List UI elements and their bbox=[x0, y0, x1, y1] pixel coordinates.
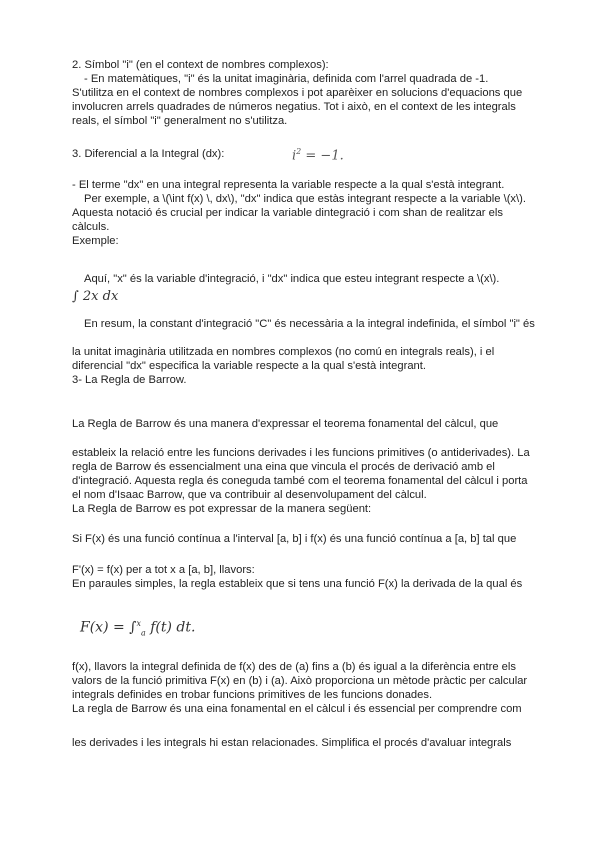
paragraph-line: reals, el símbol "i" generalment no s'utilitza. bbox=[72, 115, 288, 127]
paragraph-line: 3. Diferencial a la Integral (dx): bbox=[72, 148, 225, 160]
formula-barrow: F(x) = ∫$^x_a$ f(t) dt. bbox=[80, 619, 196, 638]
paragraph-line: La regla de Barrow és una eina fonamental en el càlcul i és essencial per comprendre com bbox=[72, 703, 522, 715]
paragraph-line: càlculs. bbox=[72, 221, 110, 233]
example-label: Aquí, "x" és la variable d'integració, i "dx" indica que esteu integrant respecte a \(x\). bbox=[84, 273, 500, 285]
paragraph-line: Si F(x) és una funció contínua a l'interval [a, b] i f(x) és una funció contínua a [a, b] tal que bbox=[72, 533, 517, 545]
paragraph-line: valors de la funció primitiva F(x) en (b) i (a). Això proporciona un mètode pràctic per calcular bbox=[72, 675, 528, 687]
section-heading-imaginary: 2. Símbol "i" (en el context de nombres complexos): bbox=[72, 59, 329, 71]
paragraph-line: S'utilitza en el context de nombres complexos i pot aparèixer en solucions d'equacions que bbox=[72, 87, 523, 99]
paragraph-line: En paraules simples, la regla estableix que si tens una funció F(x) la derivada de la qual és bbox=[72, 578, 523, 590]
formula-integral-example: ∫ 2x dx bbox=[72, 289, 119, 304]
formula-i-squared: $i^2 = -1$. bbox=[292, 147, 344, 164]
paragraph-line: La Regla de Barrow es pot expressar de la manera següent: bbox=[72, 503, 372, 515]
paragraph-line: F'(x) = f(x) per a tot x a [a, b], llavors: bbox=[72, 564, 255, 576]
section-heading-barrow: La Regla de Barrow és una manera d'expressar el teorema fonamental del càlcul, que bbox=[72, 418, 499, 430]
paragraph-line: diferencial "dx" especifica la variable respecte a la qual s'està integrant. bbox=[72, 360, 426, 372]
paragraph-line: 3- La Regla de Barrow. bbox=[72, 374, 187, 386]
section-heading-differential: - El terme "dx" en una integral representa la variable respecte a la qual s'està integrant. bbox=[72, 179, 505, 191]
paragraph-line: Exemple: bbox=[72, 235, 119, 247]
paragraph-line: Per exemple, a \(\int f(x) \, dx\), "dx" indica que estàs integrant respecte a la variable \(x\). bbox=[84, 193, 526, 205]
paragraph-line: - En matemàtiques, "i" és la unitat imaginària, definida com l'arrel quadrada de -1. bbox=[84, 73, 489, 85]
paragraph-line: En resum, la constant d'integració "C" és necessària a la integral indefinida, el símbol "i" és bbox=[84, 318, 535, 330]
paragraph-line: estableix la relació entre les funcions derivades i les funcions primitives (o antiderivades). La bbox=[72, 447, 530, 459]
paragraph-line: involucren arrels quadrades de números negatius. Tot i això, en el context de les integrals bbox=[72, 101, 516, 113]
paragraph-line: f(x), llavors la integral definida de f(x) des de (a) fins a (b) és igual a la diferència entre els bbox=[72, 661, 516, 673]
paragraph-line: integrals definides en trobar funcions primitives de les funcions donades. bbox=[72, 689, 433, 701]
paragraph-line: regla de Barrow és essencialment una eina que vincula el procés de derivació amb el bbox=[72, 461, 495, 473]
paragraph-line: la unitat imaginària utilitzada en nombres complexos (no comú en integrals reals), i el bbox=[72, 346, 495, 358]
paragraph-line: les derivades i les integrals hi estan relacionades. Simplifica el procés d'avaluar integrals bbox=[72, 737, 512, 749]
paragraph-line: el nom d'Isaac Barrow, que va contribuir al desenvolupament del càlcul. bbox=[72, 489, 427, 501]
paragraph-line: d'integració. Aquesta regla és coneguda també com el teorema fonamental del càlcul i porta bbox=[72, 475, 528, 487]
paragraph-line: Aquesta notació és crucial per indicar la variable dintegració i com shan de realitzar els bbox=[72, 207, 503, 219]
